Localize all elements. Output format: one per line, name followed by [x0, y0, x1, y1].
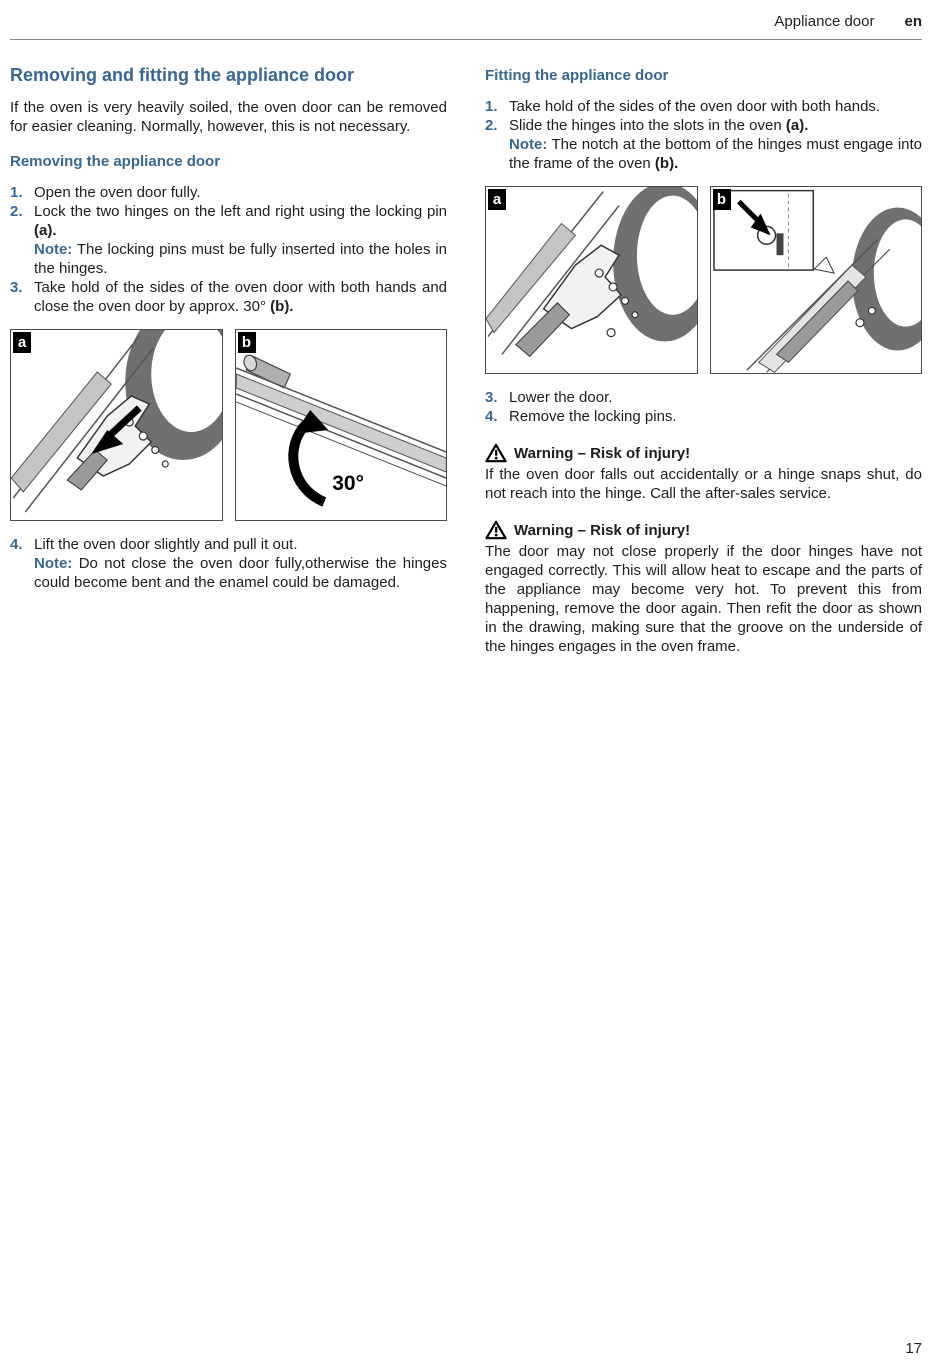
- step-number: 1.: [10, 184, 23, 201]
- note-text: The locking pins must be fully inserted into the holes in the hinges.: [34, 241, 447, 277]
- step-text: [509, 97, 922, 116]
- figure-a-hinge-lock: [10, 329, 223, 521]
- step-number: 4.: [10, 536, 23, 553]
- figure-label-b: b: [713, 189, 731, 210]
- hinge-lock-drawing: [11, 330, 222, 520]
- step-text-main: Take hold of the sides of the oven door with both hands.: [509, 98, 881, 115]
- step-number: 3.: [10, 279, 23, 296]
- step-take-hold-sides: [485, 97, 922, 116]
- warning-hinge-snap: [485, 443, 922, 503]
- figure-b-door-angle: [235, 329, 448, 521]
- note-text: Do not close the oven door fully,otherwise the hinges could become bent and the enamel could be damaged.: [34, 555, 447, 591]
- header-language-code: en: [904, 13, 922, 30]
- step-lock-hinges: [10, 202, 447, 278]
- warning-title: Warning – Risk of injury!: [514, 521, 691, 539]
- step-text: [509, 388, 922, 407]
- step-number: 1.: [485, 98, 498, 115]
- warning-title: Warning – Risk of injury!: [514, 444, 691, 462]
- note-text: The notch at the bottom of the hinges must engage into the frame of the oven: [509, 136, 922, 172]
- step-text: [509, 407, 922, 426]
- step-number: 2.: [10, 203, 23, 220]
- step-text-main: Lock the two hinges on the left and right using the locking pin: [34, 203, 447, 220]
- note-do-not-close: [34, 554, 447, 592]
- step-text: [34, 183, 447, 202]
- figure-ref-a: (a).: [34, 222, 57, 239]
- warning-body: If the oven door falls out accidentally or a hinge snaps shut, do not reach into the hinge. Call the after-sales service.: [485, 466, 922, 502]
- figure-a-slide-hinge: [485, 186, 698, 374]
- warning-door-not-closed: [485, 520, 922, 656]
- step-text: [34, 535, 447, 592]
- figure-label-a: a: [13, 332, 31, 353]
- right-column: [485, 64, 922, 656]
- note-locking-pins: [34, 240, 447, 278]
- step-slide-hinges: [485, 116, 922, 173]
- figure-ref-b: (b).: [654, 155, 679, 172]
- figure-ref-b: (b).: [270, 298, 294, 315]
- step-text: [509, 116, 922, 173]
- warning-header: [485, 520, 922, 540]
- step-text-main: Lift the oven door slightly and pull it out.: [34, 536, 298, 553]
- step-text: [34, 278, 447, 316]
- step-number: 2.: [485, 117, 498, 134]
- figure-ref-a: (a).: [785, 117, 809, 134]
- door-angle-drawing: [236, 330, 447, 520]
- step-text-main: Remove the locking pins.: [509, 408, 677, 425]
- step-text-main: Open the oven door fully.: [34, 184, 201, 201]
- note-label: Note:: [34, 555, 73, 572]
- step-close-door-30: [10, 278, 447, 316]
- figure-label-b: b: [238, 332, 256, 353]
- step-text-main: Take hold of the sides of the oven door with both hands and close the oven door by approx. 30°: [34, 279, 447, 315]
- step-text: [34, 202, 447, 278]
- intro-paragraph: If the oven is very heavily soiled, the oven door can be removed for easier cleaning. Normally, however, this is not necessary.: [10, 99, 447, 135]
- notch-engage-drawing: [711, 187, 922, 373]
- figure-label-a: a: [488, 189, 506, 210]
- header-chapter-title: Appliance door: [774, 13, 875, 30]
- note-label: Note:: [509, 136, 548, 153]
- step-lower-door: [485, 388, 922, 407]
- header-divider: [10, 39, 922, 40]
- angle-label: 30°: [331, 472, 364, 495]
- warning-header: [485, 443, 922, 463]
- note-notch: [509, 135, 922, 173]
- left-column: [10, 64, 447, 656]
- page-header: [10, 8, 922, 39]
- two-column-layout: [10, 64, 922, 656]
- warning-triangle-icon: [485, 443, 507, 463]
- hinge-slot-drawing: [486, 187, 697, 373]
- step-number: 4.: [485, 408, 498, 425]
- step-number: 3.: [485, 389, 498, 406]
- step-text-main: Slide the hinges into the slots in the oven: [509, 117, 786, 134]
- figure-b-notch-detail: [710, 186, 923, 374]
- warning-triangle-icon: [485, 520, 507, 540]
- figure-removing-door: [10, 329, 447, 521]
- step-lift-door-out: [10, 535, 447, 592]
- section-title-fitting: Fitting the appliance door: [485, 67, 669, 84]
- step-text-main: Lower the door.: [509, 389, 613, 406]
- note-label: Note:: [34, 241, 73, 258]
- figure-fitting-door: [485, 186, 922, 374]
- step-remove-locking-pins: [485, 407, 922, 426]
- step-open-door: [10, 183, 447, 202]
- section-title-removing: Removing the appliance door: [10, 153, 221, 170]
- page-number: 17: [905, 1340, 922, 1357]
- warning-body: The door may not close properly if the door hinges have not engaged correctly. This will allow heat to escape and the parts of the appliance may become very hot. To prevent this from happening, remove the door again. Then refit the door as shown in the drawing, making sure that the groove on the underside of the hinges engages in the oven frame.: [485, 543, 922, 655]
- page-title: Removing and fitting the appliance door: [10, 65, 355, 85]
